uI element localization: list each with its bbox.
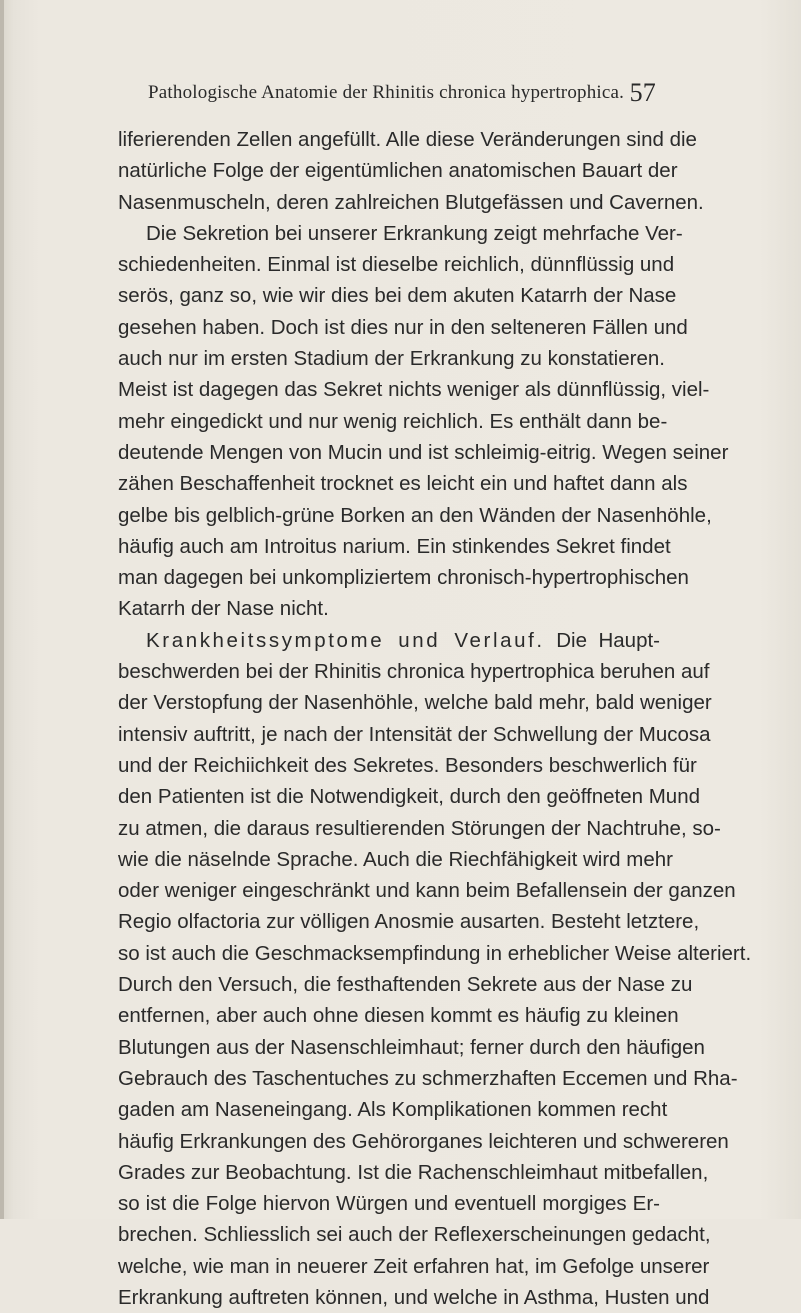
text-line: man dagegen bei unkompliziertem chronisch-hypertrophischen	[118, 566, 689, 590]
text-line: Gebrauch des Taschentuches zu schmerzhaften Eccemen und Rha-	[118, 1066, 738, 1090]
text-line: oder weniger eingeschränkt und kann beim Befallensein der ganzen	[118, 879, 736, 903]
text-line: natürliche Folge der eigentümlichen anatomischen Bauart der	[118, 159, 678, 183]
text-line: Blutungen aus der Nasenschleimhaut; ferner durch den häufigen	[118, 1035, 705, 1059]
text-line: mehr eingedickt und nur wenig reichlich. Es enthält dann be-	[118, 409, 668, 433]
text-line: deutende Mengen von Mucin und ist schleimig-eitrig. Wegen seiner	[118, 440, 729, 464]
section-heading-line	[118, 625, 660, 656]
text-line: Katarrh der Nase nicht.	[118, 597, 329, 621]
text-line: welche, wie man in neuerer Zeit erfahren hat, im Gefolge unserer	[118, 1254, 710, 1278]
running-header	[148, 78, 656, 108]
text-line: zähen Beschaffenheit trocknet es leicht ein und haftet dann als	[118, 472, 688, 496]
section-heading-continuation: Die Haupt-	[544, 628, 660, 652]
text-line: Durch den Versuch, die festhaftenden Sekrete aus der Nase zu	[118, 973, 693, 997]
text-line: Grades zur Beobachtung. Ist die Rachenschleimhaut mitbefallen,	[118, 1160, 709, 1184]
text-line: den Patienten ist die Notwendigkeit, durch den geöffneten Mund	[118, 785, 700, 809]
text-line: Nasenmuscheln, deren zahlreichen Blutgefässen und Cavernen.	[118, 190, 704, 214]
text-line: serös, ganz so, wie wir dies bei dem akuten Katarrh der Nase	[118, 284, 677, 308]
body-text	[118, 124, 752, 1313]
text-line: liferierenden Zellen angefüllt. Alle diese Veränderungen sind die	[118, 128, 697, 151]
running-title: Pathologische Anatomie der Rhinitis chronica hypertrophica.	[148, 82, 625, 103]
text-line: gaden am Naseneingang. Als Komplikationen kommen recht	[118, 1098, 668, 1122]
text-line: brechen. Schliesslich sei auch der Reflexerscheinungen gedacht,	[118, 1223, 711, 1247]
text-line: schiedenheiten. Einmal ist dieselbe reichlich, dünnflüssig und	[118, 253, 675, 277]
text-line: häufig auch am Introitus narium. Ein stinkendes Sekret findet	[118, 534, 671, 558]
text-line: zu atmen, die daraus resultierenden Störungen der Nachtruhe, so-	[118, 816, 721, 840]
text-line: so ist auch die Geschmacksempfindung in erheblicher Weise alteriert.	[118, 941, 752, 965]
text-line: Die Sekretion bei unserer Erkrankung zeigt mehrfache Ver-	[146, 221, 683, 245]
text-line: Erkrankung auftreten können, und welche in Asthma, Husten und	[118, 1285, 710, 1309]
text-line: Regio olfactoria zur völligen Anosmie ausarten. Besteht letztere,	[118, 910, 700, 934]
section-heading: Krankheitssymptome und Verlauf.	[146, 628, 545, 652]
text-line: intensiv auftritt, je nach der Intensität der Schwellung der Mucosa	[118, 722, 711, 746]
text-line: gesehen haben. Doch ist dies nur in den selteneren Fällen und	[118, 315, 688, 339]
text-line: wie die näselnde Sprache. Auch die Riechfähigkeit wird mehr	[118, 847, 673, 871]
text-line: beschwerden bei der Rhinitis chronica hypertrophica beruhen auf	[118, 660, 710, 684]
page-number: 57	[629, 78, 656, 107]
text-line: gelbe bis gelblich-grüne Borken an den Wänden der Nasenhöhle,	[118, 503, 712, 527]
text-line: auch nur im ersten Stadium der Erkrankung zu konstatieren.	[118, 347, 665, 371]
text-line: entfernen, aber auch ohne diesen kommt es häufig zu kleinen	[118, 1004, 679, 1028]
text-line: der Verstopfung der Nasenhöhle, welche bald mehr, bald weniger	[118, 691, 712, 715]
text-line: häufig Erkrankungen des Gehörorganes leichteren und schwereren	[118, 1129, 729, 1153]
text-line: so ist die Folge hiervon Würgen und eventuell morgiges Er-	[118, 1192, 660, 1216]
text-line: und der Reichiichkeit des Sekretes. Besonders beschwerlich für	[118, 753, 697, 777]
text-line: Meist ist dagegen das Sekret nichts weniger als dünnflüssig, viel-	[118, 378, 710, 402]
page-spine-shadow	[0, 0, 4, 1219]
